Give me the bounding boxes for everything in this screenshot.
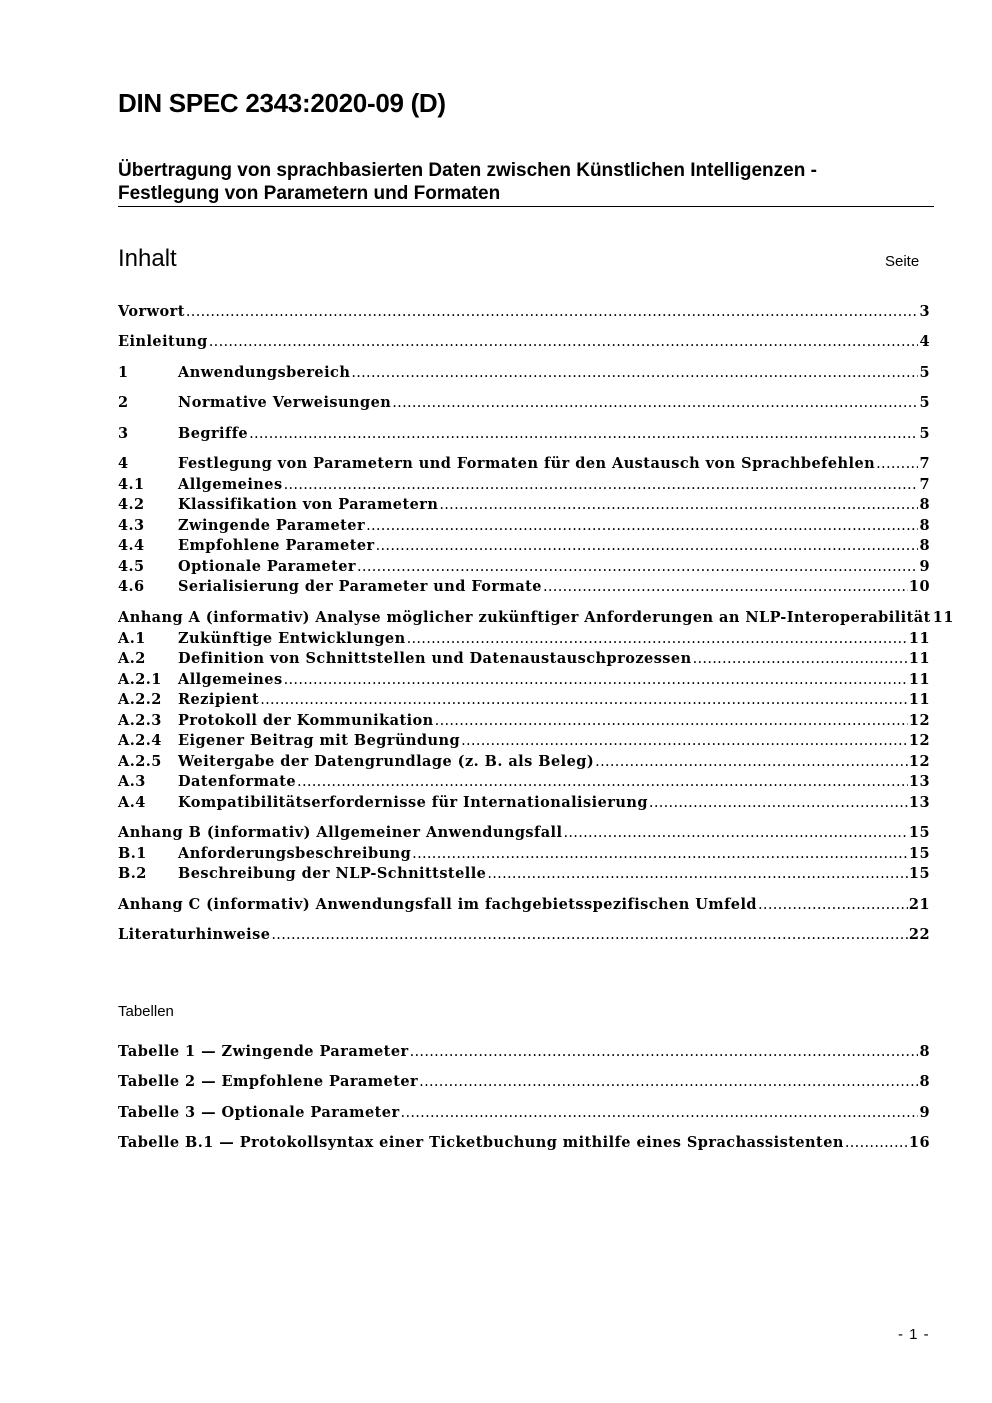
- toc-entry-page: 11: [908, 630, 930, 647]
- dot-leader: [249, 424, 918, 444]
- dot-leader: [209, 332, 919, 352]
- toc-entry-number: 4.3: [118, 517, 145, 534]
- page-number: - 1 -: [898, 1326, 930, 1343]
- dot-leader: [284, 475, 919, 495]
- toc-entry-title: Allgemeines: [178, 671, 283, 688]
- dot-leader: [563, 823, 907, 843]
- toc-entry[interactable]: [118, 670, 930, 690]
- table-entry-title: Tabelle 3 — Optionale Parameter: [118, 1104, 400, 1121]
- toc-entry-number: A.2: [118, 650, 146, 667]
- toc-entry-page: 8: [919, 537, 930, 554]
- tables-heading: Tabellen: [118, 1003, 174, 1020]
- toc-entry-number: B.2: [118, 865, 147, 882]
- toc-entry[interactable]: [118, 823, 930, 843]
- toc-entry[interactable]: [118, 332, 930, 352]
- dot-leader: [758, 895, 908, 915]
- document-subtitle: [118, 159, 878, 205]
- toc-entry-number: A.2.2: [118, 691, 162, 708]
- table-entry-title: Tabelle B.1 — Protokollsyntax einer Ticketbuchung mithilfe eines Sprachassistenten: [118, 1134, 844, 1151]
- toc-entry-title: Anwendungsbereich: [178, 364, 351, 381]
- toc-entry-title: Datenformate: [178, 773, 297, 790]
- table-entry-title: Tabelle 1 — Zwingende Parameter: [118, 1043, 409, 1060]
- toc-entry-title: Zukünftige Entwicklungen: [178, 630, 406, 647]
- title-divider: [118, 206, 934, 207]
- table-entry-page: 8: [919, 1073, 930, 1090]
- toc-entry-page: 12: [908, 753, 930, 770]
- toc-entry-page: 9: [919, 558, 930, 575]
- dot-leader: [649, 793, 908, 813]
- toc-entry-number: B.1: [118, 845, 147, 862]
- toc-entry[interactable]: [118, 772, 930, 792]
- toc-entry-title: Allgemeines: [178, 476, 283, 493]
- subtitle-line-2: Festlegung von Parametern und Formaten: [118, 183, 501, 204]
- toc-entry-number: A.3: [118, 773, 146, 790]
- toc-entry[interactable]: [118, 895, 930, 915]
- dot-leader: [595, 752, 908, 772]
- table-entry-page: 16: [908, 1134, 930, 1151]
- toc-entry-page: 15: [908, 824, 930, 841]
- document-title: DIN SPEC 2343:2020-09 (D): [118, 88, 446, 118]
- toc-entry[interactable]: [118, 793, 930, 813]
- toc-entry-page: 5: [919, 364, 930, 381]
- toc-entry-title: Empfohlene Parameter: [178, 537, 375, 554]
- toc-entry[interactable]: [118, 711, 930, 731]
- dot-leader: [487, 864, 908, 884]
- toc-entry-page: 15: [908, 865, 930, 882]
- toc-entry-title: Weitergabe der Datengrundlage (z. B. als Beleg): [178, 753, 595, 770]
- table-list-entry[interactable]: [118, 1042, 930, 1062]
- toc-entry[interactable]: [118, 752, 930, 772]
- toc-entry-number: 4.2: [118, 496, 145, 513]
- toc-entry[interactable]: [118, 495, 930, 515]
- toc-entry-title: Anhang B (informativ) Allgemeiner Anwendungsfall: [118, 824, 563, 841]
- toc-entry-page: 7: [919, 455, 930, 472]
- toc-entry[interactable]: [118, 454, 930, 474]
- dot-leader: [271, 925, 908, 945]
- toc-entry[interactable]: [118, 608, 954, 628]
- toc-entry[interactable]: [118, 690, 930, 710]
- toc-entry-page: 8: [919, 517, 930, 534]
- table-list-entry[interactable]: [118, 1072, 930, 1092]
- toc-entry[interactable]: [118, 864, 930, 884]
- toc-entry-title: Normative Verweisungen: [178, 394, 392, 411]
- dot-leader: [435, 711, 908, 731]
- dot-leader: [419, 1072, 918, 1092]
- table-list-entry[interactable]: [118, 1103, 930, 1123]
- toc-entry[interactable]: [118, 516, 930, 536]
- toc-entry-title: Kompatibilitätserfordernisse für Internationalisierung: [178, 794, 648, 811]
- toc-entry-title: Eigener Beitrag mit Begründung: [178, 732, 461, 749]
- toc-entry-title: Festlegung von Parametern und Formaten für den Austausch von Sprachbefehlen: [178, 455, 876, 472]
- toc-entry-page: 5: [919, 425, 930, 442]
- toc-entry[interactable]: [118, 925, 930, 945]
- dot-leader: [351, 363, 918, 383]
- toc-entry-page: 11: [908, 650, 930, 667]
- toc-entry-title: Klassifikation von Parametern: [178, 496, 439, 513]
- dot-leader: [876, 454, 918, 474]
- toc-entry-page: 11: [908, 691, 930, 708]
- toc-entry-number: 4.1: [118, 476, 145, 493]
- dot-leader: [410, 1042, 919, 1062]
- toc-heading: Inhalt: [118, 245, 177, 272]
- toc-entry-page: 21: [908, 896, 930, 913]
- toc-entry-page: 15: [908, 845, 930, 862]
- toc-entry[interactable]: [118, 424, 930, 444]
- toc-entry-page: 10: [908, 578, 930, 595]
- table-entry-title: Tabelle 2 — Empfohlene Parameter: [118, 1073, 419, 1090]
- toc-entry-number: A.4: [118, 794, 146, 811]
- toc-entry-title: Beschreibung der NLP-Schnittstelle: [178, 865, 487, 882]
- toc-entry-page: 5: [919, 394, 930, 411]
- toc-entry-title: Begriffe: [178, 425, 249, 442]
- page-column-heading: Seite: [885, 253, 920, 270]
- dot-leader: [401, 1103, 919, 1123]
- dot-leader: [297, 772, 908, 792]
- dot-leader: [260, 690, 908, 710]
- subtitle-line-1: Übertragung von sprachbasierten Daten zwischen Künstlichen Intelligenzen -: [118, 160, 817, 181]
- toc-entry-title: Protokoll der Kommunikation: [178, 712, 434, 729]
- toc-entry-number: 2: [118, 394, 129, 411]
- toc-entry-title: Zwingende Parameter: [178, 517, 366, 534]
- toc-entry-title: Optionale Parameter: [178, 558, 356, 575]
- dot-leader: [392, 393, 918, 413]
- toc-entry[interactable]: [118, 577, 930, 597]
- dot-leader: [543, 577, 908, 597]
- toc-entry[interactable]: [118, 844, 930, 864]
- toc-entry-page: 4: [919, 333, 930, 350]
- toc-entry-title: Definition von Schnittstellen und Datenaustauschprozessen: [178, 650, 692, 667]
- toc-entry-page: 22: [908, 926, 930, 943]
- toc-entry-number: 1: [118, 364, 129, 381]
- toc-entry-title: Anforderungsbeschreibung: [178, 845, 412, 862]
- table-list-entry[interactable]: [118, 1133, 930, 1153]
- toc-entry-title: Rezipient: [178, 691, 260, 708]
- toc-entry-number: A.2.3: [118, 712, 162, 729]
- toc-entry-number: A.1: [118, 630, 146, 647]
- dot-leader: [461, 731, 908, 751]
- dot-leader: [186, 302, 919, 322]
- dot-leader: [845, 1133, 908, 1153]
- toc-entry-number: 4: [118, 455, 129, 472]
- dot-leader: [693, 649, 908, 669]
- toc-entry-number: A.2.4: [118, 732, 162, 749]
- dot-leader: [376, 536, 919, 556]
- toc-entry[interactable]: [118, 363, 930, 383]
- toc-entry[interactable]: [118, 536, 930, 556]
- dot-leader: [357, 557, 918, 577]
- dot-leader: [366, 516, 918, 536]
- toc-entry[interactable]: [118, 731, 930, 751]
- toc-entry-page: 13: [908, 794, 930, 811]
- toc-entry-page: 8: [919, 496, 930, 513]
- table-entry-page: 8: [919, 1043, 930, 1060]
- toc-entry-number: 4.5: [118, 558, 145, 575]
- dot-leader: [439, 495, 918, 515]
- toc-entry-title: Anhang C (informativ) Anwendungsfall im fachgebietsspezifischen Umfeld: [118, 896, 758, 913]
- toc-entry-page: 7: [919, 476, 930, 493]
- toc-entry[interactable]: [118, 475, 930, 495]
- toc-entry-title: Anhang A (informativ) Analyse möglicher zukünftiger Anforderungen an NLP-Interoperabilität: [118, 609, 931, 626]
- toc-entry-title: Vorwort: [118, 303, 185, 320]
- toc-entry-page: 3: [919, 303, 930, 320]
- toc-entry-number: 3: [118, 425, 129, 442]
- toc-entry-number: 4.6: [118, 578, 145, 595]
- toc-entry[interactable]: [118, 393, 930, 413]
- toc-entry-title: Einleitung: [118, 333, 208, 350]
- toc-entry-page: 11: [908, 671, 930, 688]
- toc-entry[interactable]: [118, 302, 930, 322]
- toc-entry-number: 4.4: [118, 537, 145, 554]
- table-entry-page: 9: [919, 1104, 930, 1121]
- toc-entry-page: 12: [908, 712, 930, 729]
- dot-leader: [412, 844, 908, 864]
- toc-entry-page: 12: [908, 732, 930, 749]
- toc-entry[interactable]: [118, 649, 930, 669]
- toc-entry-page: 11: [932, 609, 954, 626]
- dot-leader: [284, 670, 908, 690]
- toc-entry[interactable]: [118, 629, 930, 649]
- toc-entry-number: A.2.1: [118, 671, 162, 688]
- toc-entry-number: A.2.5: [118, 753, 162, 770]
- dot-leader: [407, 629, 908, 649]
- toc-entry-title: Serialisierung der Parameter und Formate: [178, 578, 542, 595]
- toc-entry-title: Literaturhinweise: [118, 926, 271, 943]
- toc-entry[interactable]: [118, 557, 930, 577]
- toc-entry-page: 13: [908, 773, 930, 790]
